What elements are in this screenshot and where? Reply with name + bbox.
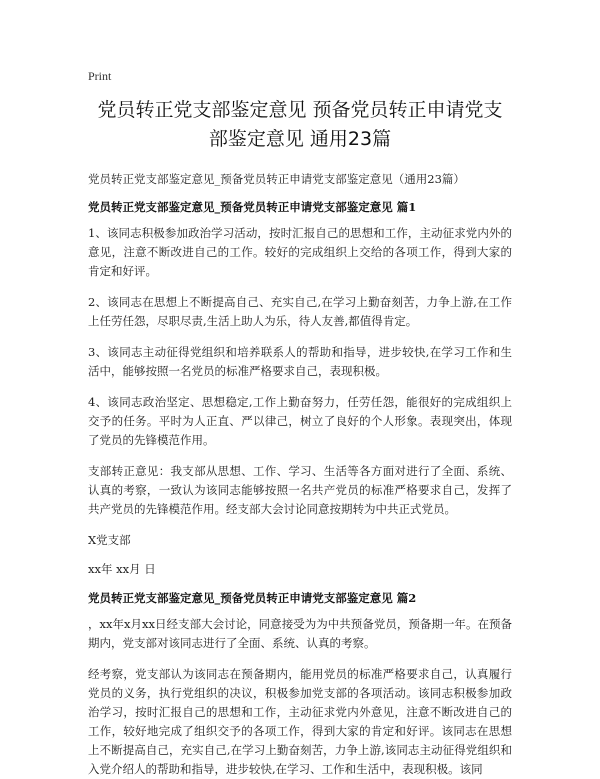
section-2-heading: 党员转正党支部鉴定意见_预备党员转正申请党支部鉴定意见 篇2 bbox=[88, 591, 417, 605]
section-1-paragraph-2: 2、该同志在思想上不断提高自己、充实自己,在学习上勤奋刻苦，力争上游,在工作上任劳任怨，尽职尽责,生活上助人为乐，待人友善,都值得肯定。 bbox=[88, 295, 512, 328]
section-1-branch-opinion: 支部转正意见：我支部从思想、工作、学习、生活等各方面对进行了全面、系统、认真的考察，一致认为该同志能够按照一名共产党员的标准严格要求自己，发挥了共产党员的先锋模范作用。经支部大会讨论同意按期转为中共正式党员。 bbox=[88, 464, 512, 516]
section-1-paragraph-3: 3、该同志主动征得党组织和培养联系人的帮助和指导，进步较快,在学习工作和生活中，能够按照一名党员的标准严格要求自己，表现积极。 bbox=[88, 345, 512, 378]
section-1-signature-date: xx年 xx月 日 bbox=[88, 562, 156, 576]
section-1-signature-branch: X党支部 bbox=[88, 533, 131, 547]
section-2-paragraph-2: 经考察，党支部认为该同志在预备期内，能用党员的标准严格要求自己，认真履行党员的义务，执行党组织的决议，积极参加党支部的各项活动。该同志积极参加政治学习，按时汇报自己的思想和工作，主动征求党内外意见，注意不断改进自己的工作，较好地完成了组织交予的各项工作，得到大家的肯定和好评。该同志在思想上不断提高自己，充实自己,在学习上勤奋刻苦，力争上游,该同志主动征得党组织和入党介绍人的帮助和指导，进步较快,在学习、工作和生活中，表现积极。该同 bbox=[88, 667, 512, 776]
section-1 bbox=[88, 198, 512, 579]
document-subtitle: 党员转正党支部鉴定意见_预备党员转正申请党支部鉴定意见（通用23篇） bbox=[88, 172, 465, 186]
section-2-paragraph-1: ，xx年x月xx日经支部大会讨论，同意接受为为中共预备党员，预备期一年。在预备期内，党支部对该同志进行了全面、系统、认真的考察。 bbox=[88, 617, 512, 650]
section-1-paragraph-1: 1、该同志积极参加政治学习活动，按时汇报自己的思想和工作，主动征求党内外的意见，注意不断改进自己的工作。较好的完成组织上交给的各项工作，得到大家的肯定和好评。 bbox=[88, 226, 512, 278]
page-title: 党员转正党支部鉴定意见 预备党员转正申请党支部鉴定意见 通用23篇 bbox=[97, 99, 503, 150]
section-2 bbox=[88, 589, 512, 779]
section-1-paragraph-4: 4、该同志政治坚定、思想稳定,工作上勤奋努力，任劳任怨，能很好的完成组织上交予的任务。平时为人正直、严以律己，树立了良好的个人形象。表现突出，体现了党员的先锋模范作用。 bbox=[88, 395, 512, 447]
section-1-heading: 党员转正党支部鉴定意见_预备党员转正申请党支部鉴定意见 篇1 bbox=[88, 200, 417, 214]
print-label[interactable]: Print bbox=[88, 69, 112, 83]
